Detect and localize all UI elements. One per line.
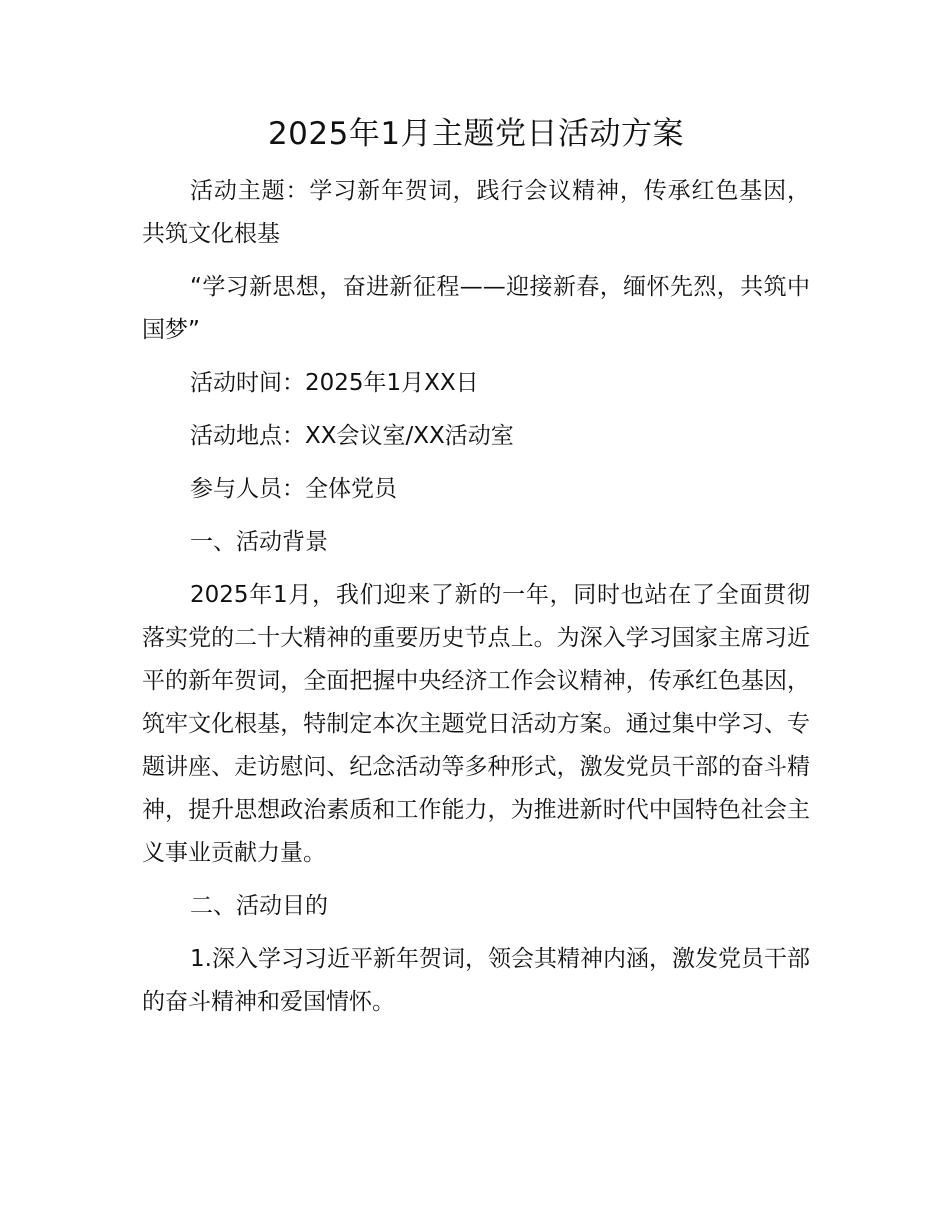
section-heading-background: 一、活动背景 [190,529,328,555]
section-heading-purpose: 二、活动目的 [190,893,328,919]
activity-location: 活动地点：XX会议室/XX活动室 [190,423,514,449]
activity-slogan: “学习新思想，奋进新征程——迎接新春，缅怀先烈，共筑中国梦” [142,274,810,343]
document-title: 2025年1月主题党日活动方案 [267,116,685,152]
activity-participants: 参与人员：全体党员 [190,476,397,502]
purpose-item-1: 1.深入学习习近平新年贺词，领会其精神内涵，激发党员干部的奋斗精神和爱国情怀。 [142,946,810,1015]
document-content [142,108,810,1034]
activity-theme: 活动主题：学习新年贺词，践行会议精神，传承红色基因，共筑文化根基 [142,178,810,247]
section-body-background: 2025年1月，我们迎来了新的一年，同时也站在了全面贯彻落实党的二十大精神的重要历史节点上。为深入学习国家主席习近平的新年贺词，全面把握中央经济工作会议精神，传承红色基因，筑牢文化根基，特制定本次主题党日活动方案。通过集中学习、专题讲座、走访慰问、纪念活动等多种形式，激发党员干部的奋斗精神，提升思想政治素质和工作能力，为推进新时代中国特色社会主义事业贡献力量。 [142,582,810,866]
activity-time: 活动时间：2025年1月XX日 [190,370,479,396]
